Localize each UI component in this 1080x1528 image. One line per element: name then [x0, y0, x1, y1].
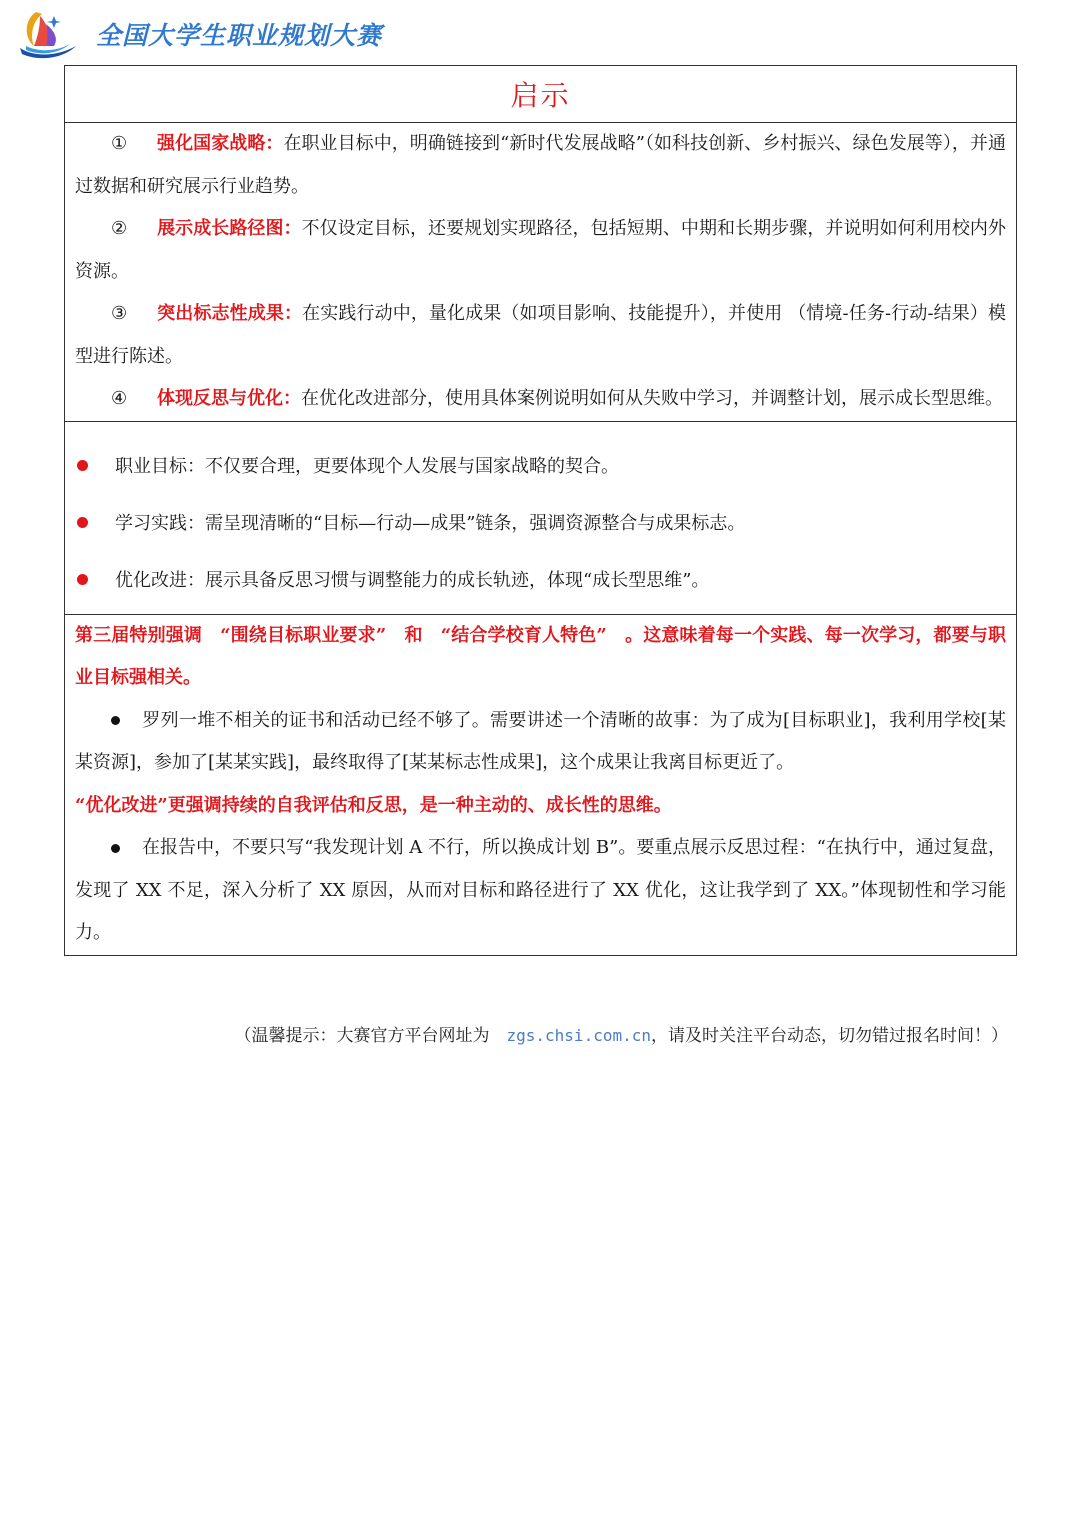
tip-text: 在实践行动中，量化成果（如项目影响、技能提升），并使用 （情境-任务-行动-结果）模型进行陈述。 — [75, 303, 1007, 367]
bullet-text: 职业目标：不仅要合理，更要体现个人发展与国家战略的契合。 — [115, 456, 619, 477]
tips-section — [65, 123, 1016, 422]
insight-table — [64, 65, 1017, 956]
emphasis-section — [65, 615, 1016, 955]
tip-heading: 突出标志性成果： — [157, 303, 303, 324]
tip-number: ② — [111, 218, 128, 239]
bullet-item — [75, 551, 1006, 608]
sailboat-logo-icon — [18, 4, 82, 60]
footer-prefix: （温馨提示：大赛官方平台网址为 — [234, 1026, 507, 1046]
red-bullet-icon — [77, 574, 88, 585]
point-text: 罗列一堆不相关的证书和活动已经不够了。需要讲述一个清晰的故事：为了成为[目标职业]，我利用学校[某某资源]，参加了[某某实践]，最终取得了[某某标志性成果]，这个成果让我离目标更近了。 — [75, 709, 1006, 773]
tip-heading: 体现反思与优化： — [157, 388, 301, 409]
tip-text: 不仅设定目标，还要规划实现路径，包括短期、中期和长期步骤，并说明如何利用校内外资源。 — [75, 218, 1006, 282]
tip-heading: 展示成长路径图： — [157, 218, 302, 239]
emphasis-point — [75, 827, 1006, 955]
emphasis-heading: 第三届特别强调 “围绕目标职业要求” 和 “结合学校育人特色” 。这意味着每一个实践、每一次学习，都要与职业目标强相关。 — [75, 624, 1006, 688]
tip-item — [75, 208, 1006, 293]
tip-text: 在职业目标中，明确链接到“新时代发展战略”（如科技创新、乡村振兴、绿色发展等），并通过数据和研究展示行业趋势。 — [75, 133, 1007, 197]
tip-heading: 强化国家战略： — [157, 133, 284, 154]
tip-number: ③ — [111, 303, 128, 324]
red-bullet-icon — [77, 517, 88, 528]
point-text: 在报告中，不要只写“我发现计划 A 不行，所以换成计划 B”。要重点展示反思过程：“在执行中，通过复盘，发现了 XX 不足，深入分析了 XX 原因，从而对目标和路径进行了 XX 优化，这让我学到了 XX。”体现韧性和学习能力。 — [75, 837, 1006, 943]
summary-bullets — [65, 422, 1016, 615]
tip-item — [75, 378, 1006, 421]
tip-item — [75, 293, 1006, 378]
bullet-item — [75, 437, 1006, 494]
tip-item — [75, 123, 1006, 208]
bullet-item — [75, 494, 1006, 551]
brand-title: 全国大学生职业规划大赛 — [96, 21, 383, 50]
bullet-text: 优化改进：展示具备反思习惯与调整能力的成长轨迹，体现“成长型思维”。 — [115, 570, 710, 591]
black-bullet-icon — [111, 844, 120, 853]
bullet-text: 学习实践：需呈现清晰的“目标—行动—成果”链条，强调资源整合与成果标志。 — [115, 513, 746, 534]
platform-link[interactable]: zgs.chsi.com.cn — [506, 1026, 651, 1045]
tip-number: ④ — [111, 388, 128, 409]
tip-number: ① — [111, 133, 128, 154]
table-title-row — [65, 66, 1016, 123]
red-bullet-icon — [77, 460, 88, 471]
footer-note — [235, 1021, 1009, 1046]
header — [18, 4, 438, 60]
emphasis-heading: “优化改进”更强调持续的自我评估和反思，是一种主动的、成长性的思维。 — [75, 794, 672, 816]
tip-text: 在优化改进部分，使用具体案例说明如何从失败中学习，并调整计划，展示成长型思维。 — [301, 388, 1003, 409]
footer-suffix: ，请及时关注平台动态，切勿错过报名时间！） — [651, 1026, 1008, 1046]
table-title: 启示 — [510, 79, 571, 112]
emphasis-point — [75, 700, 1006, 785]
black-bullet-icon — [111, 716, 120, 725]
